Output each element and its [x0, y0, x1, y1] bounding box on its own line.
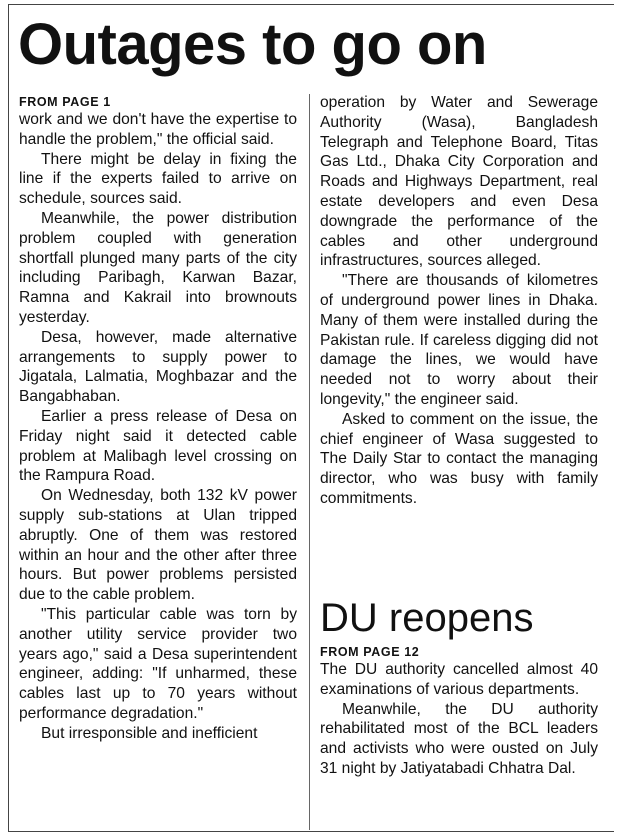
- bottom-rule: [8, 831, 614, 832]
- left-rule: [8, 4, 9, 832]
- story1-paragraph: "This particular cable was torn by another utility service provider two years ago," said a Desa superintendent engineer, adding: "If unharmed, these cables last up to 70 years without performance degradation.": [19, 605, 297, 722]
- story1-left-column: [19, 94, 297, 744]
- main-headline: Outages to go on: [18, 12, 487, 77]
- top-rule: [8, 4, 614, 5]
- story2-headline: DU reopens: [320, 596, 534, 640]
- story1-paragraph: Asked to comment on the issue, the chief engineer of Wasa suggested to The Daily Star to contact the managing director, who was busy with family commitments.: [320, 410, 598, 507]
- story2-column: [320, 644, 598, 779]
- story2-paragraph: Meanwhile, the DU authority rehabilitated most of the BCL leaders and activists who were ousted on July 31 night by Jatiyatabadi Chhatra Dal.: [320, 700, 598, 777]
- story1-paragraph: operation by Water and Sewerage Authority (Wasa), Bangladesh Telegraph and Telephone Board, Titas Gas Ltd., Dhaka City Corporation and Roads and Highways Department, real estate developers and even Desa downgrade the performance of the cables and other underground infrastructures, sources alleged.: [320, 94, 598, 270]
- story2-paragraph: The DU authority cancelled almost 40 examinations of various departments.: [320, 661, 598, 698]
- story2-kicker: FROM PAGE 12: [320, 645, 420, 659]
- story1-right-column: [320, 93, 598, 509]
- story1-paragraph: Earlier a press release of Desa on Friday night said it detected cable problem at Malibagh level crossing on the Rampura Road.: [19, 407, 297, 485]
- story1-paragraph: There might be delay in fixing the line if the experts failed to arrive on schedule, sources said.: [19, 150, 297, 208]
- story1-paragraph: Meanwhile, the power distribution problem coupled with generation shortfall plunged many parts of the city including Paribagh, Karwan Bazar, Ramna and Kakrail into brownouts yesterday.: [19, 209, 297, 326]
- story1-paragraph: "There are thousands of kilometres of underground power lines in Dhaka. Many of them were installed during the Pakistan rule. If careless digging did not damage the lines, we would have needed not to worry about their longevity," the engineer said.: [320, 272, 598, 408]
- story1-paragraph: work and we don't have the expertise to handle the problem," the official said.: [19, 111, 297, 148]
- column-divider: [309, 94, 310, 830]
- story1-paragraph: But irresponsible and inefficient: [41, 724, 258, 742]
- story1-paragraph: On Wednesday, both 132 kV power supply sub-stations at Ulan tripped abruptly. One of them was restored within an hour and the other after three hours. But power problems persisted due to the cable problem.: [19, 487, 297, 604]
- story1-paragraph: Desa, however, made alternative arrangements to supply power to Jigatala, Lalmatia, Moghbazar and the Bangabhaban.: [19, 328, 297, 406]
- story1-kicker: FROM PAGE 1: [19, 95, 111, 109]
